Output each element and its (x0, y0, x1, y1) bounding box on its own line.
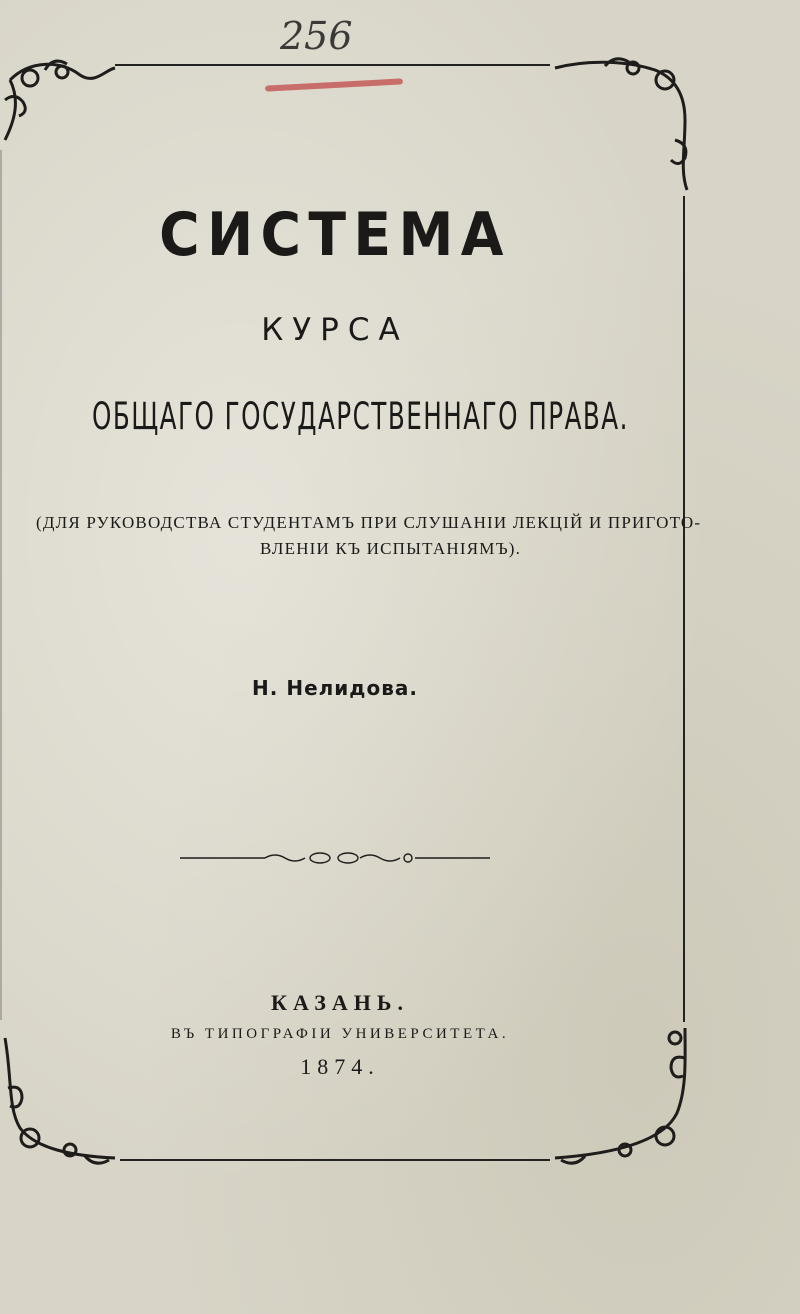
corner-ornament-top-left (0, 40, 150, 200)
frame-top-rule (115, 64, 550, 66)
shelfmark-number: 256 (280, 14, 353, 58)
imprint-printer: ВЪ ТИПОГРАФІИ УНИВЕРСИТЕТА. (170, 1026, 510, 1042)
title-line-3: ОБЩАГО ГОСУДАРСТВЕННАГО ПРАВА. (92, 395, 629, 438)
frame-right-rule (683, 196, 685, 1022)
description-line-1: (ДЛЯ РУКОВОДСТВА СТУДЕНТАМЪ ПРИ СЛУШАНІИ ЛЕКЦІЙ И ПРИГОТО- (36, 513, 702, 532)
frame-bottom-rule (120, 1159, 550, 1161)
corner-ornament-top-right (545, 40, 705, 200)
frame-left-rule (0, 150, 2, 1020)
imprint-year: 1874. (300, 1054, 380, 1079)
imprint-city: КАЗАНЬ. (271, 990, 409, 1015)
red-pencil-mark (265, 78, 403, 91)
author-name: Н. Нелидова. (252, 676, 418, 700)
book-title: СИСТЕМА (159, 200, 511, 270)
divider-ornament (180, 848, 490, 868)
description-line-2: ВЛЕНІИ КЪ ИСПЫТАНІЯМЪ). (260, 539, 522, 558)
subtitle-description (36, 510, 702, 562)
title-line-2: КУРСА (261, 312, 409, 348)
